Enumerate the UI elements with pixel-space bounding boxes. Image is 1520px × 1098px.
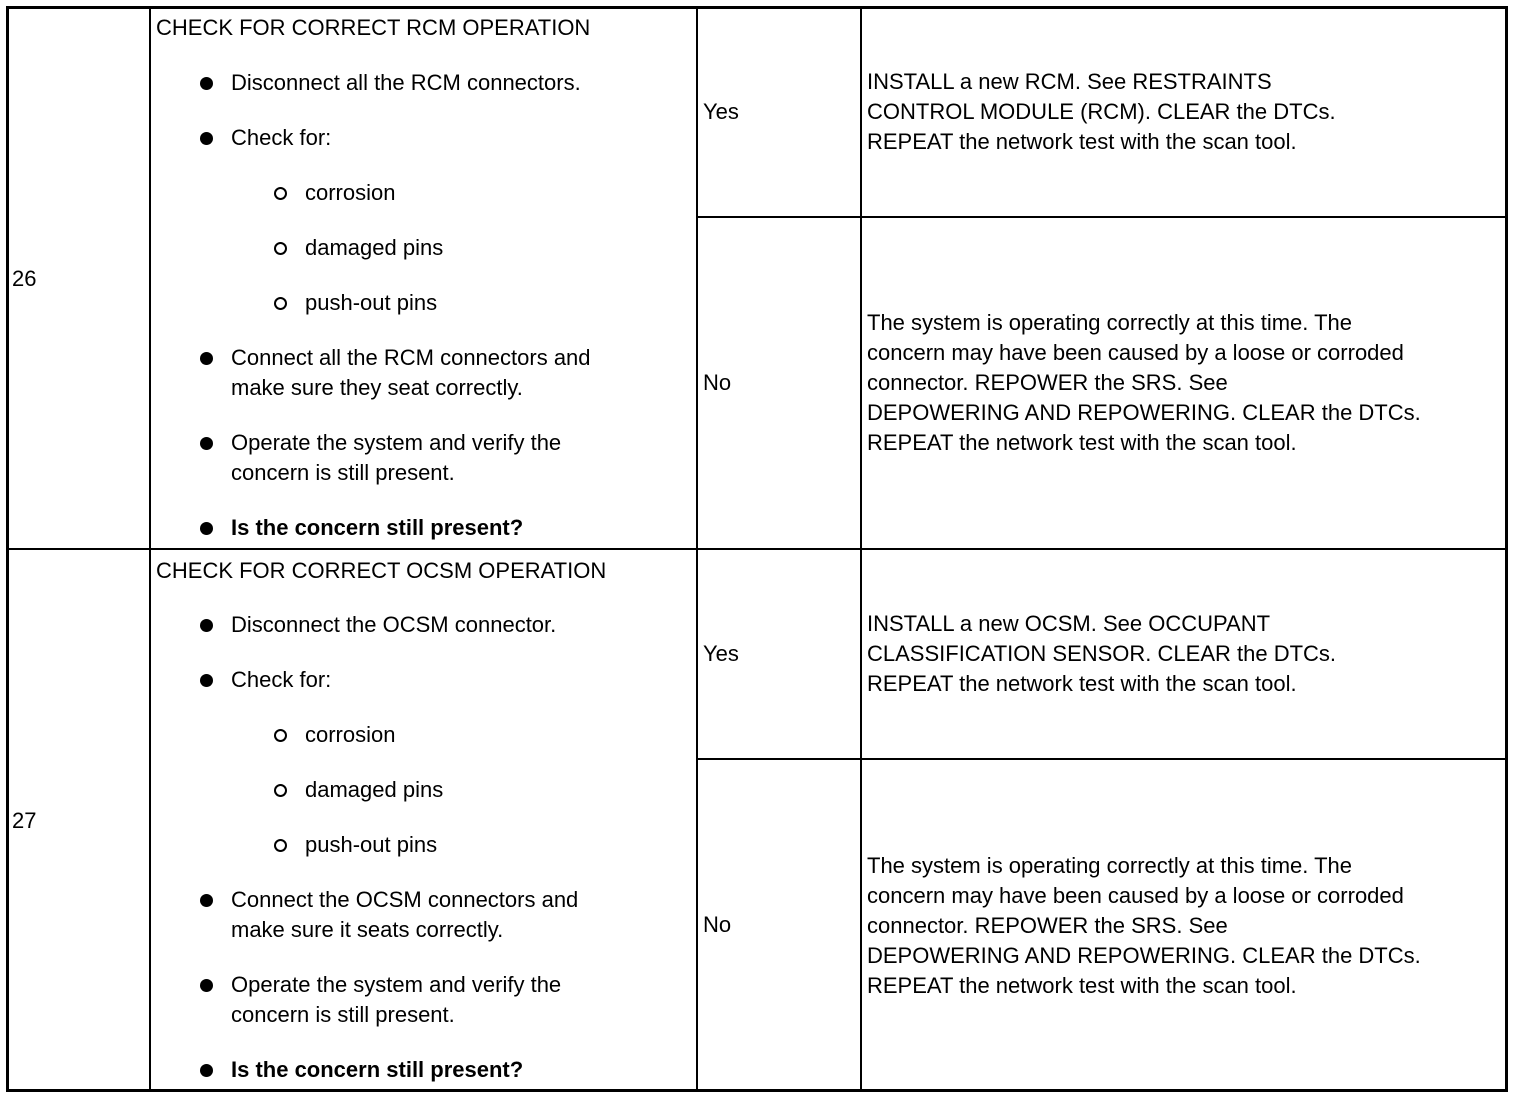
step-question: Is the concern still present? (231, 1057, 524, 1082)
action-item: Check for: (231, 667, 332, 692)
row-divider (6, 548, 1508, 550)
no-result: The system is operating correctly at this time. The (867, 853, 1352, 878)
sub-bullet-icon (274, 784, 287, 797)
action-item: make sure it seats correctly. (231, 917, 504, 942)
yes-result: REPEAT the network test with the scan tool. (867, 671, 1297, 696)
yes-result: INSTALL a new RCM. See RESTRAINTS (867, 69, 1272, 94)
bullet-icon (200, 894, 213, 907)
sub-bullet-icon (274, 187, 287, 200)
step-number: 27 (12, 808, 37, 833)
no-result: connector. REPOWER the SRS. See (867, 913, 1228, 938)
row-divider (696, 758, 1508, 760)
action-item: make sure they seat correctly. (231, 375, 523, 400)
yes-label: Yes (703, 641, 739, 666)
action-item: concern is still present. (231, 460, 455, 485)
no-label: No (703, 370, 732, 395)
no-result: connector. REPOWER the SRS. See (867, 370, 1228, 395)
sub-item: damaged pins (305, 235, 444, 260)
sub-item: push-out pins (305, 290, 438, 315)
action-item: Disconnect the OCSM connector. (231, 612, 557, 637)
no-result: REPEAT the network test with the scan tool. (867, 430, 1297, 455)
bullet-icon (200, 437, 213, 450)
action-item: Disconnect all the RCM connectors. (231, 70, 581, 95)
yes-result: REPEAT the network test with the scan tool. (867, 129, 1297, 154)
bullet-icon (200, 1064, 213, 1077)
bullet-icon (200, 132, 213, 145)
sub-bullet-icon (274, 242, 287, 255)
sub-bullet-icon (274, 729, 287, 742)
sub-item: push-out pins (305, 832, 438, 857)
bullet-icon (200, 674, 213, 687)
row-divider (696, 216, 1508, 218)
action-item: Operate the system and verify the (231, 972, 562, 997)
no-result: concern may have been caused by a loose or corroded (867, 340, 1404, 365)
action-item: Operate the system and verify the (231, 430, 562, 455)
step-title: CHECK FOR CORRECT OCSM OPERATION (156, 558, 607, 583)
action-item: Check for: (231, 125, 332, 150)
no-result: REPEAT the network test with the scan tool. (867, 973, 1297, 998)
step-number: 26 (12, 266, 37, 291)
no-label: No (703, 912, 732, 937)
sub-bullet-icon (274, 839, 287, 852)
step-title: CHECK FOR CORRECT RCM OPERATION (156, 15, 591, 40)
yes-label: Yes (703, 99, 739, 124)
no-result: DEPOWERING AND REPOWERING. CLEAR the DTCs. (867, 400, 1421, 425)
no-result: The system is operating correctly at this time. The (867, 310, 1352, 335)
action-item: Connect the OCSM connectors and (231, 887, 579, 912)
bullet-icon (200, 522, 213, 535)
yes-result: CONTROL MODULE (RCM). CLEAR the DTCs. (867, 99, 1336, 124)
step-question: Is the concern still present? (231, 515, 524, 540)
yes-result: INSTALL a new OCSM. See OCCUPANT (867, 611, 1271, 636)
no-result: concern may have been caused by a loose or corroded (867, 883, 1404, 908)
sub-item: corrosion (305, 722, 396, 747)
sub-bullet-icon (274, 297, 287, 310)
sub-item: damaged pins (305, 777, 444, 802)
bullet-icon (200, 979, 213, 992)
bullet-icon (200, 619, 213, 632)
bullet-icon (200, 77, 213, 90)
no-result: DEPOWERING AND REPOWERING. CLEAR the DTCs. (867, 943, 1421, 968)
yes-result: CLASSIFICATION SENSOR. CLEAR the DTCs. (867, 641, 1337, 666)
sub-item: corrosion (305, 180, 396, 205)
action-item: concern is still present. (231, 1002, 455, 1027)
bullet-icon (200, 352, 213, 365)
action-item: Connect all the RCM connectors and (231, 345, 591, 370)
